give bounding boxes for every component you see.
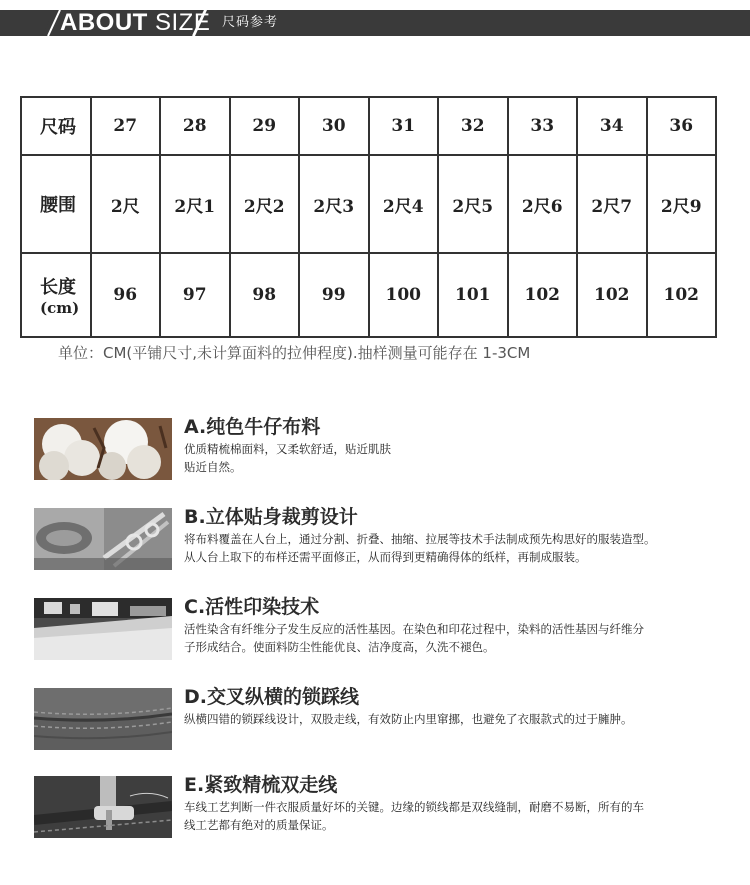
cotton-image: [34, 418, 172, 480]
size-cell: 32: [438, 97, 508, 155]
waist-row: [21, 155, 716, 253]
feature-line: 优质精梳棉面料，又柔软舒适，贴近肌肤: [184, 442, 391, 456]
size-row: [21, 97, 716, 155]
feature-title: E.紧致精梳双走线: [184, 774, 338, 796]
size-chart-table: [20, 96, 717, 338]
size-cell: 36: [647, 97, 717, 155]
feature-description: [184, 620, 724, 656]
size-cell: 34: [577, 97, 647, 155]
length-cell: 100: [369, 253, 439, 337]
feature-title: A.纯色牛仔布料: [184, 416, 321, 438]
feature-line: 将布料覆盖在人台上，通过分割、折叠、抽缩、拉展等技术手法制成预先构思好的服装造型。: [184, 532, 656, 546]
size-cell: 27: [91, 97, 161, 155]
feature-title: B.立体贴身裁剪设计: [184, 506, 358, 528]
length-cell: 96: [91, 253, 161, 337]
length-cell: 102: [647, 253, 717, 337]
banner-subtitle: 尺码参考: [222, 15, 279, 30]
waist-row-label: 腰围: [21, 155, 91, 253]
feature-description: [184, 710, 724, 728]
dyeing-machine-image: [34, 598, 172, 660]
size-cell: 33: [508, 97, 578, 155]
length-cell: 97: [160, 253, 230, 337]
feature-line: 纵横四错的锁踩线设计，双股走线，有效防止内里窜挪，也避免了衣服款式的过于臃肿。: [184, 712, 633, 726]
tailoring-scissors-image: [34, 508, 172, 570]
length-cell: 98: [230, 253, 300, 337]
waist-cell: 2尺9: [647, 155, 717, 253]
length-row: [21, 253, 716, 337]
waist-cell: 2尺2: [230, 155, 300, 253]
denim-stitch-image: [34, 688, 172, 750]
feature-title: D.交叉纵横的锁踩线: [184, 686, 359, 708]
length-unit-text: (cm): [40, 299, 80, 317]
feature-line: 线工艺都有绝对的质量保证。: [184, 818, 334, 832]
feature-line: 活性染含有纤维分子发生反应的活性基因。在染色和印花过程中，染料的活性基因与纤维分: [184, 622, 644, 636]
feature-line: 子形成结合。使面料防尘性能优良、洁净度高，久洗不褪色。: [184, 640, 495, 654]
header-banner: [0, 10, 750, 36]
waist-cell: 2尺1: [160, 155, 230, 253]
sewing-foot-image: [34, 776, 172, 838]
feature-line: 贴近自然。: [184, 460, 242, 474]
size-cell: 28: [160, 97, 230, 155]
length-cell: 102: [577, 253, 647, 337]
measurement-note: 单位：CM(平铺尺寸,未计算面料的拉伸程度).抽样测量可能存在 1-3CM: [58, 344, 531, 362]
feature-description: [184, 530, 724, 566]
feature-description: [184, 440, 724, 476]
feature-title: C.活性印染技术: [184, 596, 320, 618]
feature-line: 从人台上取下的布样还需平面修正，从而得到更精确得体的纸样，再制成服装。: [184, 550, 587, 564]
waist-cell: 2尺7: [577, 155, 647, 253]
size-cell: 31: [369, 97, 439, 155]
waist-cell: 2尺5: [438, 155, 508, 253]
waist-cell: 2尺: [91, 155, 161, 253]
banner-title: ABOUT SIZE: [60, 9, 211, 36]
feature-description: [184, 798, 724, 834]
length-cell: 102: [508, 253, 578, 337]
length-cell: 99: [299, 253, 369, 337]
waist-cell: 2尺6: [508, 155, 578, 253]
length-label-text: 长度: [40, 277, 76, 298]
size-cell: 29: [230, 97, 300, 155]
waist-cell: 2尺3: [299, 155, 369, 253]
size-cell: 30: [299, 97, 369, 155]
waist-cell: 2尺4: [369, 155, 439, 253]
length-cell: 101: [438, 253, 508, 337]
size-row-label: 尺码: [21, 97, 91, 155]
length-row-label: [21, 253, 91, 337]
feature-line: 车线工艺判断一件衣服质量好坏的关键。边缘的锁线都是双线缝制，耐磨不易断，所有的车: [184, 800, 644, 814]
